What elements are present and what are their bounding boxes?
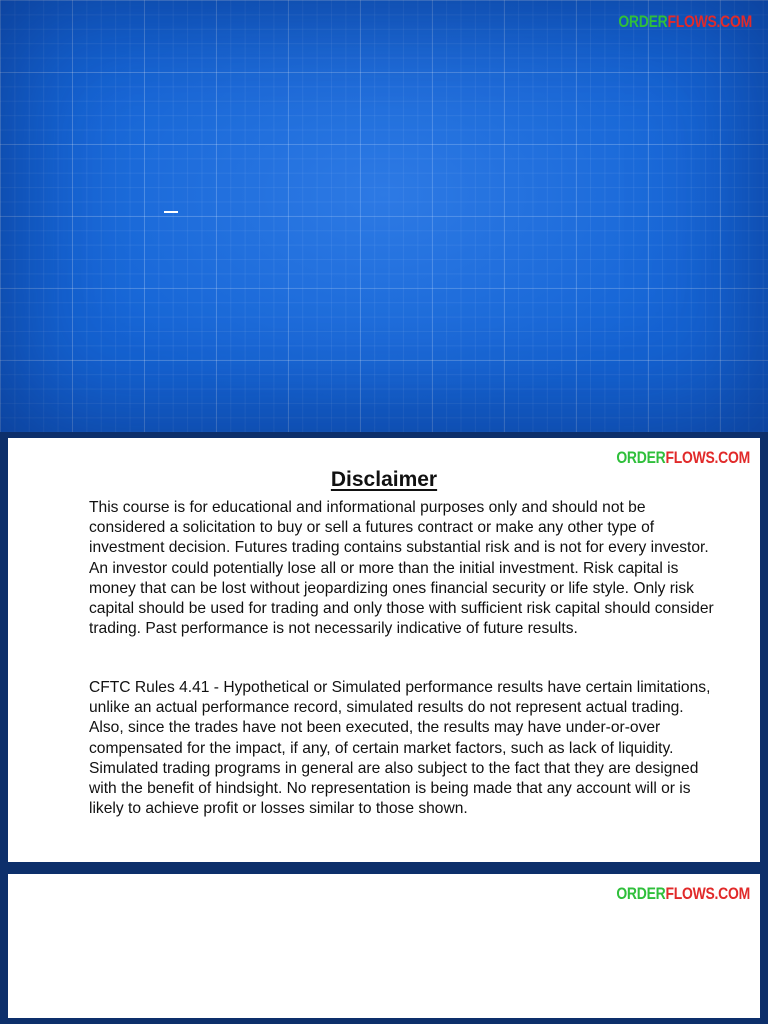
disclaimer-title: Disclaimer	[330, 468, 438, 491]
logo-flows-text: FLOWS.COM	[665, 448, 750, 467]
slide-blueprint	[0, 0, 768, 432]
orderflows-logo	[616, 448, 750, 468]
logo-flows-text: FLOWS.COM	[667, 12, 752, 31]
disclaimer-paragraph-2: CFTC Rules 4.41 - Hypothetical or Simulated performance results have certain limitations, unlike an actual performance record, simulated results do not represent actual trading. Also, since the trades have not been executed, the results may have under-or-over compensated for the impact, if any, of certain market factors, such as lack of liquidity. Simulated trading programs in general are also subject to the fact that they are designed with the benefit of hindsight. No representation is being made that any account will or is likely to achieve profit or losses similar to those shown.	[89, 679, 711, 818]
logo-order-text: ORDER	[616, 884, 666, 903]
logo-flows-text: FLOWS.COM	[665, 884, 750, 903]
orderflows-logo	[618, 12, 752, 32]
slide-disclaimer-content	[8, 438, 760, 862]
orderflows-logo	[616, 884, 750, 904]
logo-order-text: ORDER	[618, 12, 668, 31]
dash-mark	[164, 211, 178, 213]
logo-order-text: ORDER	[616, 448, 666, 467]
slide-next	[0, 868, 768, 1024]
slide-disclaimer	[0, 432, 768, 868]
disclaimer-paragraph-1: This course is for educational and informational purposes only and should not be considered a solicitation to buy or sell a futures contract or make any other type of investment decision. Futures trading contains substantial risk and is not for every investor. An investor could potentially lose all or more than the initial investment. Risk capital is money that can be lost without jeopardizing ones financial security or life style. Only risk capital should be used for trading and only those with sufficient risk capital should consider trading. Past performance is not necessarily indicative of future results.	[89, 499, 714, 638]
slide-next-content	[8, 874, 760, 1018]
